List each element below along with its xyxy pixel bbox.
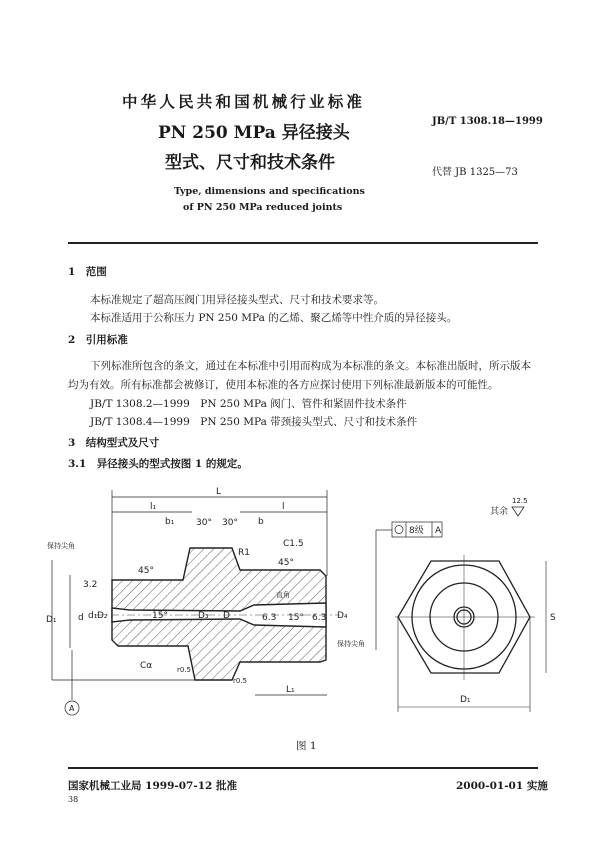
section-3-1: 3.1 异径接头的型式按图 1 的规定。 [68,458,248,470]
page-number: 38 [68,795,79,804]
end-view [395,555,546,712]
replaces-code: 代替 JB 1325—73 [432,167,518,178]
title-line2: 型式、尺寸和技术条件 [165,153,335,173]
label-15-left: 15° [152,611,168,621]
label-S: S [550,613,556,623]
label-ra32: 3.2 [83,580,98,590]
label-ca: Cα [140,661,153,671]
label-D3: D₃ [198,611,209,621]
standard-code: JB/T 1308.18—1999 [432,116,543,127]
label-l1: l₁ [150,502,157,512]
section-1-para-2: 本标准适用于公称压力 PN 250 MPa 的乙烯、聚乙烯等中性介质的异径接头。 [90,312,458,324]
label-l: l [282,502,285,512]
title-line1: PN 250 MPa 异径接头 [158,123,350,143]
figure-caption: 图 1 [296,740,317,752]
label-D2: D₂ [97,611,108,621]
label-rest: 其余 [490,507,509,517]
label-ra125: 12.5 [512,497,528,505]
label-c15: C1.5 [283,539,304,549]
label-b1: b₁ [165,517,175,527]
reference-1: JB/T 1308.2—1999 PN 250 MPa 阀门、管件和紧固件技术条件 [90,398,407,410]
label-r1: R1 [238,548,250,558]
implementation-date: 2000-01-01 实施 [456,780,548,792]
label-L1: L₁ [286,685,295,695]
footer-rule [68,767,538,769]
label-ra63-right: 6.3 [312,613,327,623]
section-2-para-line2: 均为有效。所有标准都会被修订，使用本标准的各方应探讨使用下列标准最新版本的可能性。 [68,379,499,391]
english-title-line1: Type, dimensions and specifications [174,186,365,197]
roughness-icon [512,507,524,516]
label-30-left: 30° [196,518,212,528]
label-keep-sharp-left: 保持尖角 [47,542,75,550]
section-3-heading: 3 结构型式及尺寸 [68,437,160,449]
section-2-para-line1: 下列标准所包含的条文，通过在本标准中引用而构成为本标准的条文。本标准出版时，所示版本 [90,360,531,372]
english-title-line2: of PN 250 MPa reduced joints [183,202,343,213]
label-D1-end: D₁ [460,695,471,705]
label-45-right: 45° [278,558,294,568]
label-keep-sharp-right: 保持尖角 [337,640,365,648]
section-1-para-1: 本标准规定了超高压阀门用异径接头型式、尺寸和技术要求等。 [90,294,384,306]
label-D: D [223,611,230,621]
approval-info: 国家机械工业局 1999-07-12 批准 [68,780,237,792]
label-grade: 8级 [409,526,424,536]
label-b: b [258,517,264,527]
label-45-left: 45° [138,566,154,576]
label-r05-right: r0.5 [233,677,248,685]
label-r05-left: r0.5 [177,666,192,674]
label-ra63-left: 6.3 [262,613,277,623]
section-1-heading: 1 范围 [68,266,107,278]
label-datum-ref: A [435,526,442,536]
label-30-right: 30° [222,518,238,528]
section-2-heading: 2 引用标准 [68,334,128,346]
standard-body: 中华人民共和国机械行业标准 [122,93,366,111]
label-datum-a: A [69,704,75,713]
label-d1: d₁ [88,611,98,621]
label-d: d [78,613,84,623]
label-D4: D₄ [337,611,348,621]
reference-2: JB/T 1308.4—1999 PN 250 MPa 带颈接头型式、尺寸和技术条件 [90,416,418,428]
label-D1: D₁ [46,615,57,625]
label-L: L [216,487,222,497]
label-right-angle: 直角 [276,591,290,599]
label-15-right: 15° [288,613,304,623]
